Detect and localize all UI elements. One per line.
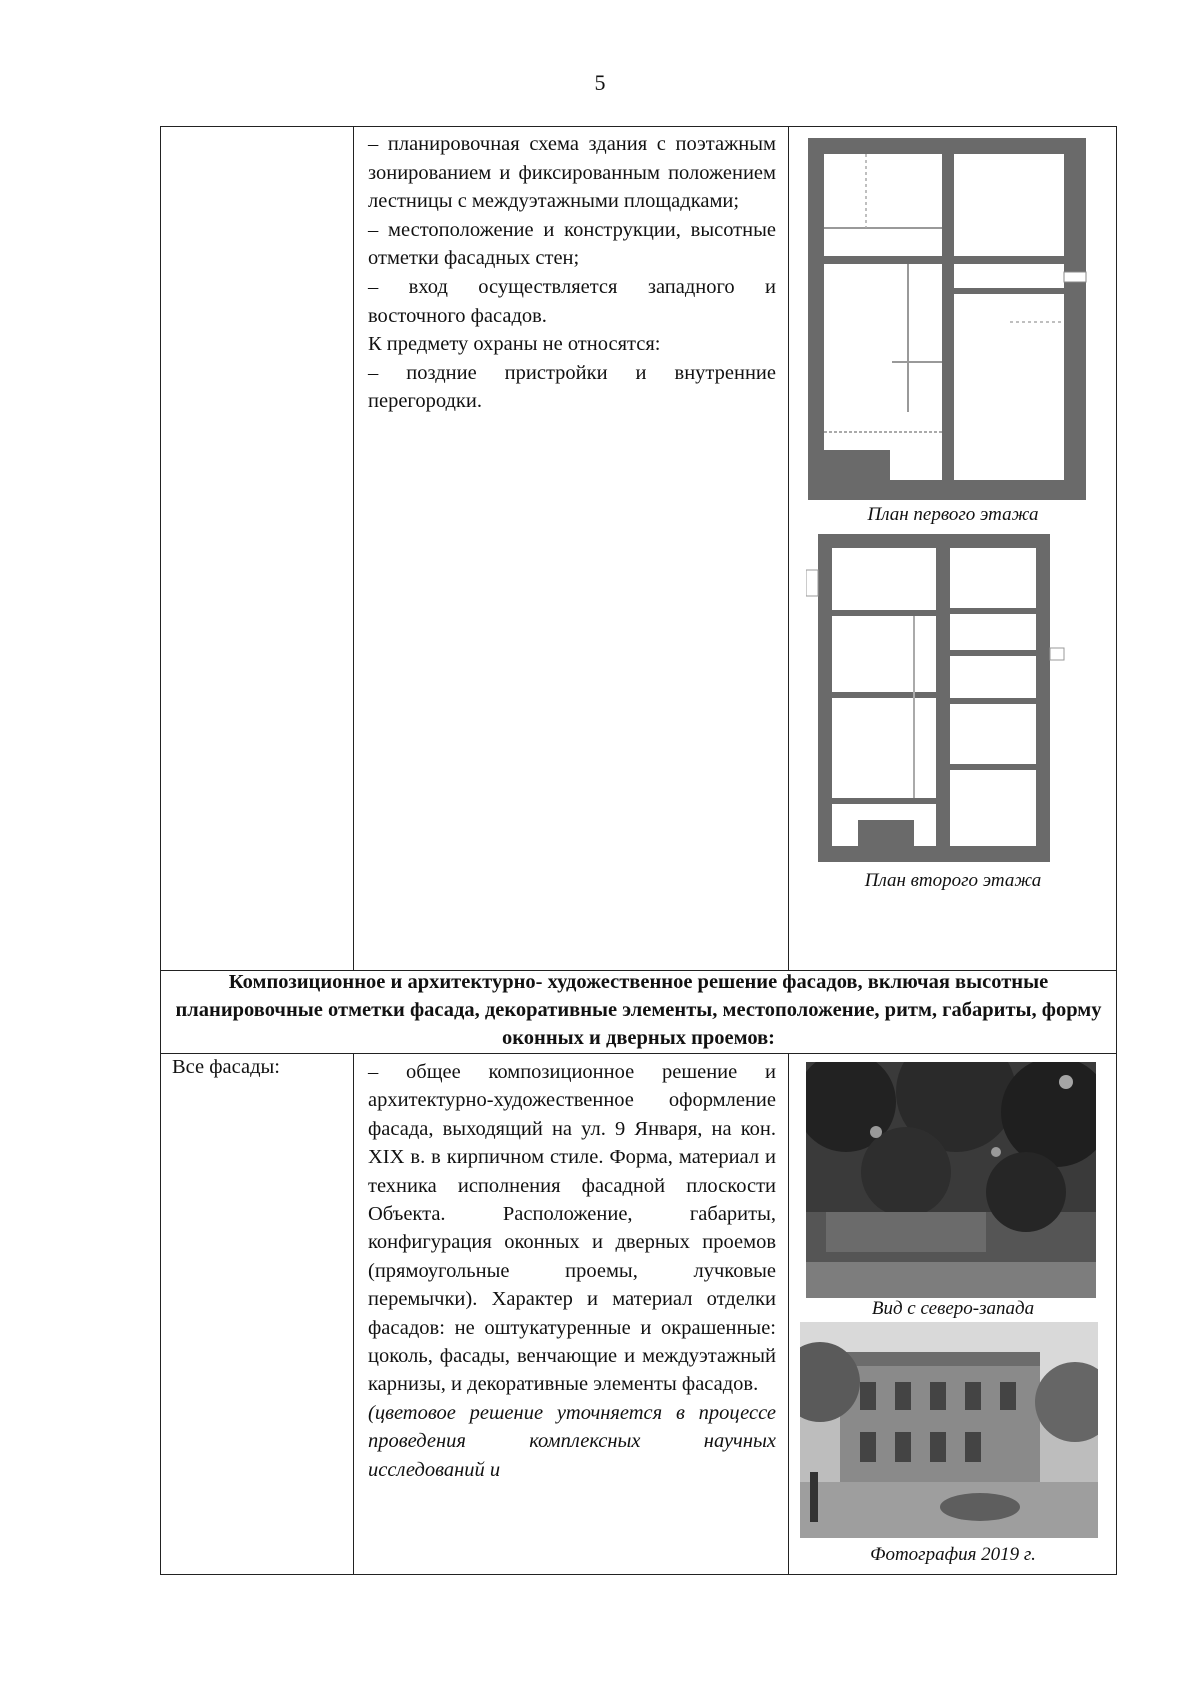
second-floor-plan-caption: План второго этажа	[864, 870, 1042, 891]
facade-section-heading: Композиционное и архитектурно- художественное решение фасадов, включая высотные планировочные отметки фасада, декоративные элементы, местоположение, ритм, габариты, форму оконных и дверных проемов:	[175, 971, 1102, 1049]
first-floor-plan-image	[806, 132, 1096, 504]
heading-bottom-border	[160, 1053, 1117, 1054]
not-protected-heading: К предмету охраны не относятся:	[368, 333, 661, 356]
northwest-view-caption: Вид с северо-запада	[871, 1298, 1035, 1319]
facade-description-main: – общее композиционное решение и архитектурно-художественное оформление фасада, выходящий на ул. 9 Января, на кон. XIX в. в кирпичном стиле. Форма, материал и техника исполнения фасадной плоскости Объекта. Расположение, габариты, конфигурация оконных и дверных проемов (прямоугольные проемы, лучковые перемычки). Характер и материал отделки фасадов: не оштукатуренные и окрашенные: цоколь, фасады, венчающие и междуэтажный карнизы, и декоративные элементы фасадов.	[368, 1061, 776, 1396]
photo-2019-caption: Фотография 2019 г.	[870, 1544, 1036, 1565]
second-floor-plan-image	[806, 530, 1096, 866]
photo-2019	[800, 1322, 1098, 1538]
protection-items-text	[368, 130, 776, 416]
table-right-border	[1116, 126, 1117, 1575]
bullet-facade-walls: – местоположение и конструкции, высотные отметки фасадных стен;	[368, 218, 776, 270]
facade-description-text	[368, 1058, 776, 1484]
facade-description-note	[368, 1399, 776, 1484]
first-floor-plan-caption: План первого этажа	[867, 504, 1039, 525]
col-separator-2-top	[788, 126, 789, 970]
northwest-view-photo	[806, 1062, 1096, 1298]
table-top-border	[160, 126, 1117, 127]
col-separator-1-bottom	[353, 1053, 354, 1575]
page-number: 5	[594, 70, 606, 95]
bullet-entrance: – вход осуществляется западного и восточного фасадов.	[368, 275, 776, 327]
all-facades-label: Все фасады:	[172, 1056, 280, 1078]
bullet-plan-scheme: – планировочная схема здания с поэтажным зонированием и фиксированным положением лестницы с междуэтажными площадками;	[368, 133, 776, 213]
table-left-border	[160, 126, 161, 1575]
bullet-late-additions: – поздние пристройки и внутренние перегородки.	[368, 361, 776, 413]
table-bottom-border	[160, 1574, 1117, 1575]
col-separator-2-bottom	[788, 1053, 789, 1575]
protection-table	[160, 126, 1117, 1575]
color-note-italic: (цветовое решение уточняется в процессе проведения комплексных научных исследований и	[368, 1401, 776, 1481]
col-separator-1-top	[353, 126, 354, 970]
